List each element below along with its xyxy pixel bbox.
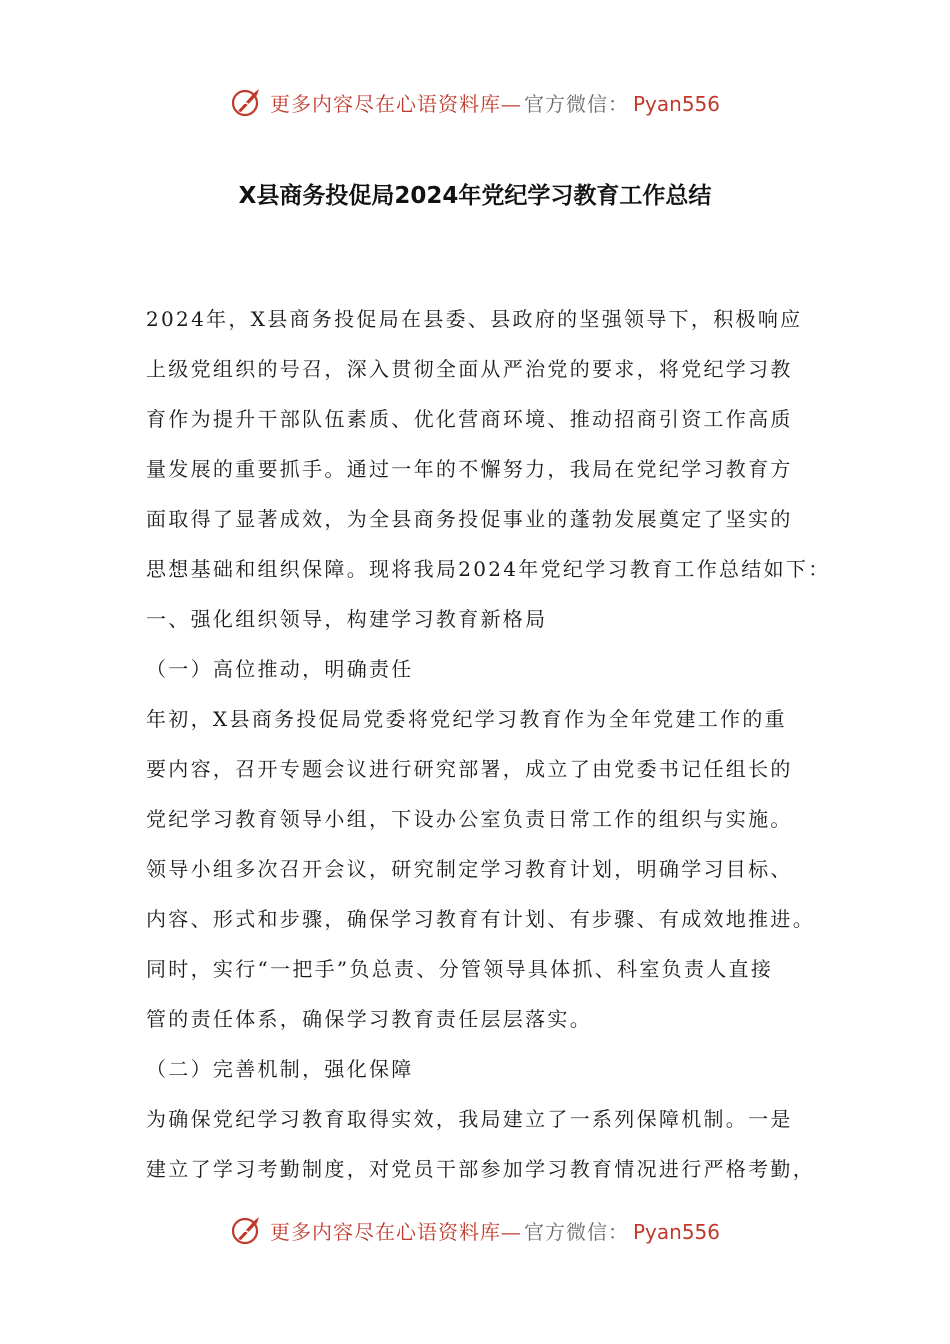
watermark-footer [0, 1210, 950, 1250]
watermark-wechat-label: 官方微信： [523, 91, 629, 116]
watermark-header [0, 82, 950, 122]
watermark-text [270, 88, 720, 117]
watermark-library-text: 更多内容尽在心语资料库— [269, 1219, 522, 1244]
paragraph-line: 2024年，X县商务投促局在县委、县政府的坚强领导下，积极响应 [146, 307, 803, 331]
paragraph-line: 同时，实行“一把手”负总责、分管领导具体抓、科室负责人直接 [146, 957, 774, 981]
watermark-wechat-id: Pyan556 [632, 1219, 720, 1244]
paragraph-line: 管的责任体系，确保学习教育责任层层落实。 [146, 1007, 592, 1031]
document-body [146, 297, 831, 1197]
pen-logo-icon [230, 85, 264, 119]
paragraph-line: 为确保党纪学习教育取得实效，我局建立了一系列保障机制。一是 [146, 1107, 793, 1131]
paragraph-line: 育作为提升干部队伍素质、优化营商环境、推动招商引资工作高质 [146, 407, 793, 431]
paragraph-line: 内容、形式和步骤，确保学习教育有计划、有步骤、有成效地推进。 [146, 907, 815, 931]
watermark-library-text: 更多内容尽在心语资料库— [269, 91, 522, 116]
paragraph-line: 要内容，召开专题会议进行研究部署，成立了由党委书记任组长的 [146, 757, 793, 781]
watermark-text [270, 1216, 720, 1245]
section-heading: 一、强化组织领导，构建学习教育新格局 [146, 607, 548, 631]
paragraph-line: 党纪学习教育领导小组，下设办公室负责日常工作的组织与实施。 [146, 807, 793, 831]
subsection-heading: （二）完善机制，强化保障 [146, 1057, 414, 1081]
paragraph-line: 建立了学习考勤制度，对党员干部参加学习教育情况进行严格考勤， [146, 1157, 815, 1181]
paragraph-line: 年初，X县商务投促局党委将党纪学习教育作为全年党建工作的重 [146, 707, 787, 731]
watermark-wechat-id: Pyan556 [632, 91, 720, 116]
document-title: X县商务投促局2024年党纪学习教育工作总结 [238, 183, 712, 209]
paragraph-line: 面取得了显著成效，为全县商务投促事业的蓬勃发展奠定了坚实的 [146, 507, 793, 531]
pen-logo-icon [230, 1213, 264, 1247]
subsection-heading: （一）高位推动，明确责任 [146, 657, 414, 681]
paragraph-line: 上级党组织的号召，深入贯彻全面从严治党的要求，将党纪学习教 [146, 357, 793, 381]
paragraph-line: 思想基础和组织保障。现将我局2024年党纪学习教育工作总结如下： [146, 557, 831, 581]
paragraph-line: 领导小组多次召开会议，研究制定学习教育计划，明确学习目标、 [146, 857, 793, 881]
watermark-wechat-label: 官方微信： [523, 1219, 629, 1244]
paragraph-line: 量发展的重要抓手。通过一年的不懈努力，我局在党纪学习教育方 [146, 457, 793, 481]
